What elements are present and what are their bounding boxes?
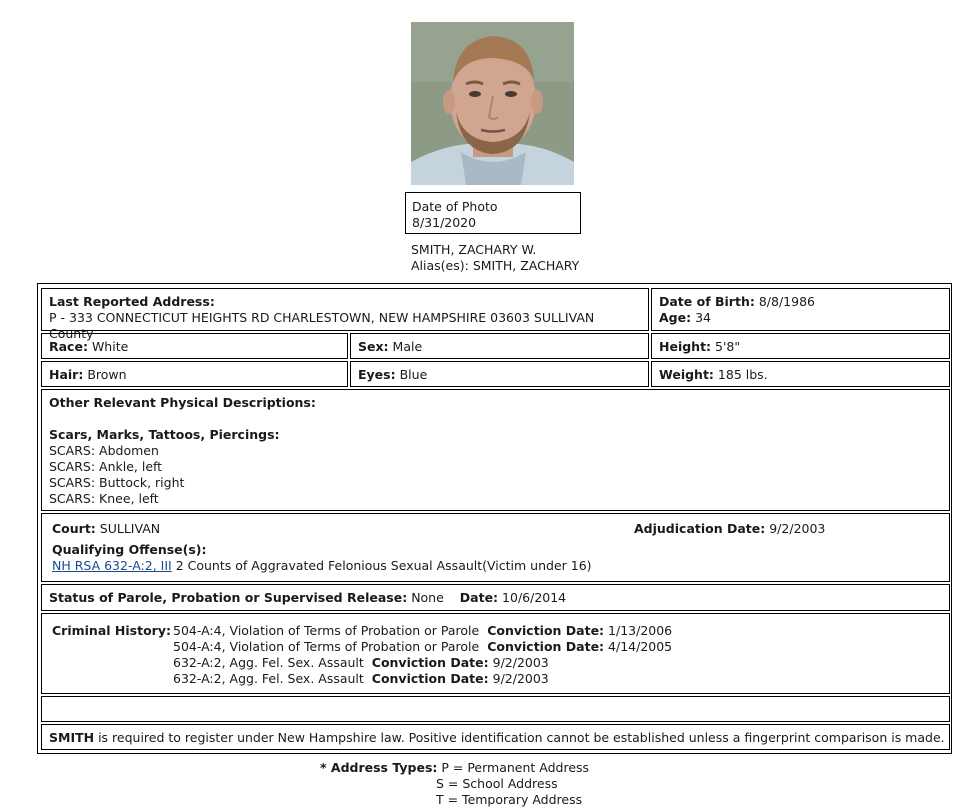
parole-date-value: 10/6/2014 — [502, 590, 567, 605]
empty-row-cell — [41, 696, 950, 722]
parole-date-label: Date: — [459, 590, 499, 605]
ch-conviction-label: Conviction Date: — [371, 671, 489, 686]
hair-label: Hair: — [49, 367, 84, 382]
height-value: 5'8" — [715, 339, 741, 354]
ch-conviction-date: 9/2/2003 — [492, 655, 549, 670]
ch-conviction-date: 4/14/2005 — [608, 639, 673, 654]
weight-value: 185 lbs. — [717, 367, 768, 382]
criminal-history-cell — [41, 613, 950, 694]
weight-cell — [651, 361, 950, 387]
adjudication-value: 9/2/2003 — [769, 521, 826, 536]
offense-description: 2 Counts of Aggravated Felonious Sexual Assault(Victim under 16) — [175, 558, 592, 573]
race-cell — [41, 333, 348, 359]
ch-offense: 504-A:4, Violation of Terms of Probation or Parole — [173, 639, 480, 654]
eyes-cell — [350, 361, 649, 387]
dob-label: Date of Birth: — [659, 294, 755, 309]
address-type-item: T = Temporary Address — [436, 792, 583, 807]
court-label: Court: — [52, 521, 96, 536]
notice-name: SMITH — [49, 730, 95, 745]
physical-descriptions-cell — [41, 389, 950, 511]
address-type-item: P = Permanent Address — [441, 760, 590, 775]
notice-text: is required to register under New Hampshire law. Positive identification cannot be established unless a fingerprint comparison is made. — [98, 730, 945, 745]
registration-notice-cell — [41, 724, 950, 750]
adjudication-label: Adjudication Date: — [634, 521, 766, 536]
weight-label: Weight: — [659, 367, 714, 382]
address-types-label: * Address Types: — [320, 760, 438, 775]
parole-status-cell — [41, 584, 950, 611]
criminal-history-entry — [173, 639, 672, 655]
offense-statute-link[interactable]: NH RSA 632-A:2, III — [52, 558, 172, 573]
eyes-value: Blue — [399, 367, 428, 382]
address-types-legend — [320, 760, 589, 808]
sex-value: Male — [392, 339, 423, 354]
dob-cell — [651, 288, 950, 331]
ch-conviction-label: Conviction Date: — [371, 655, 489, 670]
criminal-history-entry — [173, 671, 672, 687]
dob-value: 8/8/1986 — [758, 294, 815, 309]
age-value: 34 — [695, 310, 711, 325]
qualifying-offense-label: Qualifying Offense(s): — [52, 542, 207, 557]
eyes-label: Eyes: — [358, 367, 396, 382]
other-physical-label: Other Relevant Physical Descriptions: — [49, 395, 316, 410]
address-value: P - 333 CONNECTICUT HEIGHTS RD CHARLESTOWN, NEW HAMPSHIRE 03603 SULLIVAN County — [49, 310, 595, 341]
race-label: Race: — [49, 339, 88, 354]
ch-conviction-date: 1/13/2006 — [608, 623, 673, 638]
height-label: Height: — [659, 339, 712, 354]
address-type-item: S = School Address — [436, 776, 558, 791]
offender-name: SMITH, ZACHARY W. — [411, 242, 537, 257]
ch-conviction-date: 9/2/2003 — [492, 671, 549, 686]
address-label: Last Reported Address: — [49, 294, 215, 309]
court-cell — [41, 513, 950, 582]
photo-date-box — [405, 192, 581, 234]
ch-offense: 504-A:4, Violation of Terms of Probation or Parole — [173, 623, 480, 638]
photo-date-value: 8/31/2020 — [412, 215, 477, 230]
age-label: Age: — [659, 310, 692, 325]
offender-photo — [411, 22, 574, 185]
hair-value: Brown — [87, 367, 127, 382]
photo-date-label: Date of Photo — [412, 199, 498, 214]
offender-details-table — [37, 283, 952, 754]
ch-conviction-label: Conviction Date: — [487, 639, 605, 654]
hair-cell — [41, 361, 348, 387]
scar-item: SCARS: Buttock, right — [49, 475, 185, 490]
ch-offense: 632-A:2, Agg. Fel. Sex. Assault — [173, 671, 364, 686]
ch-conviction-label: Conviction Date: — [487, 623, 605, 638]
criminal-history-entry — [173, 623, 672, 639]
scars-label: Scars, Marks, Tattoos, Piercings: — [49, 427, 280, 442]
parole-value: None — [411, 590, 444, 605]
sex-cell — [350, 333, 649, 359]
court-value: SULLIVAN — [99, 521, 161, 536]
criminal-history-entry — [173, 655, 672, 671]
criminal-history-label: Criminal History: — [52, 623, 171, 638]
race-value: White — [91, 339, 129, 354]
scar-item: SCARS: Ankle, left — [49, 459, 163, 474]
alias-value: SMITH, ZACHARY — [472, 258, 580, 273]
scar-item: SCARS: Knee, left — [49, 491, 159, 506]
scar-item: SCARS: Abdomen — [49, 443, 159, 458]
ch-offense: 632-A:2, Agg. Fel. Sex. Assault — [173, 655, 364, 670]
alias-label: Alias(es): — [411, 258, 469, 273]
name-block — [411, 242, 579, 274]
sex-label: Sex: — [358, 339, 389, 354]
alias-line — [411, 258, 579, 274]
parole-label: Status of Parole, Probation or Supervised Release: — [49, 590, 408, 605]
height-cell — [651, 333, 950, 359]
address-cell — [41, 288, 649, 341]
